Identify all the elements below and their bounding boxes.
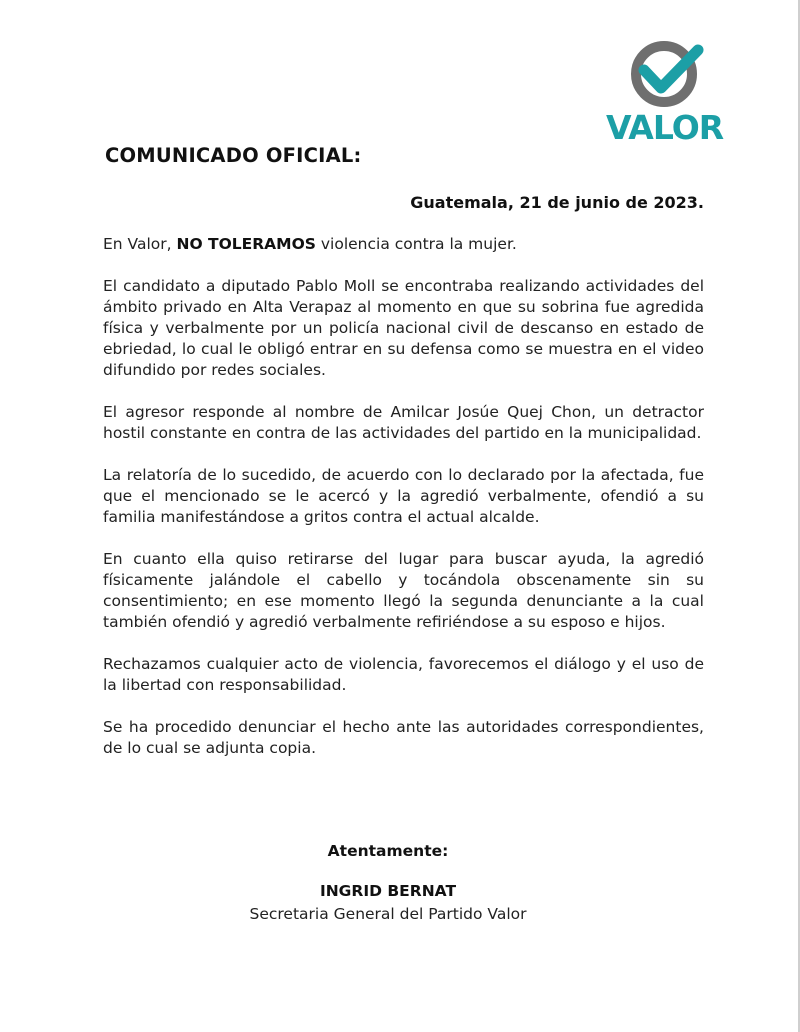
paragraph-account: La relatoría de lo sucedido, de acuerdo con lo declarado por la afectada, fue que el mencionado se le acercó y la agredió verbalmente, ofendió a su familia manifestándose a gritos contra el actual alcalde. [103, 466, 704, 526]
signer-name: INGRID BERNAT [319, 882, 457, 900]
check-circle-icon [606, 38, 722, 114]
paragraph-incident: El candidato a diputado Pablo Moll se encontraba realizando actividades del ámbito privado en Alta Verapaz al momento en que su sobrina fue agredida física y verbalmente por un policía nacional civil de descanso en estado de ebriedad, lo cual le obligó entrar en su defensa como se muestra en el video difundido por redes sociales. [103, 277, 704, 379]
document-body [103, 234, 704, 780]
intro-emphasis: NO TOLERAMOS [176, 235, 316, 253]
intro-paragraph [103, 234, 704, 255]
intro-text-after: violencia contra la mujer. [315, 235, 517, 253]
closing-salutation: Atentamente: [327, 842, 449, 860]
paragraph-rejection: Rechazamos cualquier acto de violencia, favorecemos el diálogo y el uso de la libertad con responsabilidad. [103, 655, 704, 694]
document-date: Guatemala, 21 de junio de 2023. [410, 193, 704, 212]
intro-text-before: En Valor, [103, 235, 177, 253]
page-title: COMUNICADO OFICIAL: [105, 144, 362, 167]
paragraph-aggressor: El agresor responde al nombre de Amilcar Josúe Quej Chon, un detractor hostil constante en contra de las actividades del partido en la municipalidad. [103, 403, 704, 442]
signer-role: Secretaria General del Partido Valor [249, 905, 527, 923]
valor-logo [606, 38, 722, 148]
paragraph-assault: En cuanto ella quiso retirarse del lugar para buscar ayuda, la agredió físicamente jalándole el cabello y tocándola obscenamente sin su consentimiento; en ese momento llegó la segunda denunciante a la cual también ofendió y agredió verbalmente refiriéndose a su esposo e hijos. [103, 550, 704, 631]
paragraph-complaint: Se ha procedido denunciar el hecho ante las autoridades correspondientes, de lo cual se adjunta copia. [103, 718, 704, 757]
logo-wordmark: VALOR [606, 108, 724, 147]
